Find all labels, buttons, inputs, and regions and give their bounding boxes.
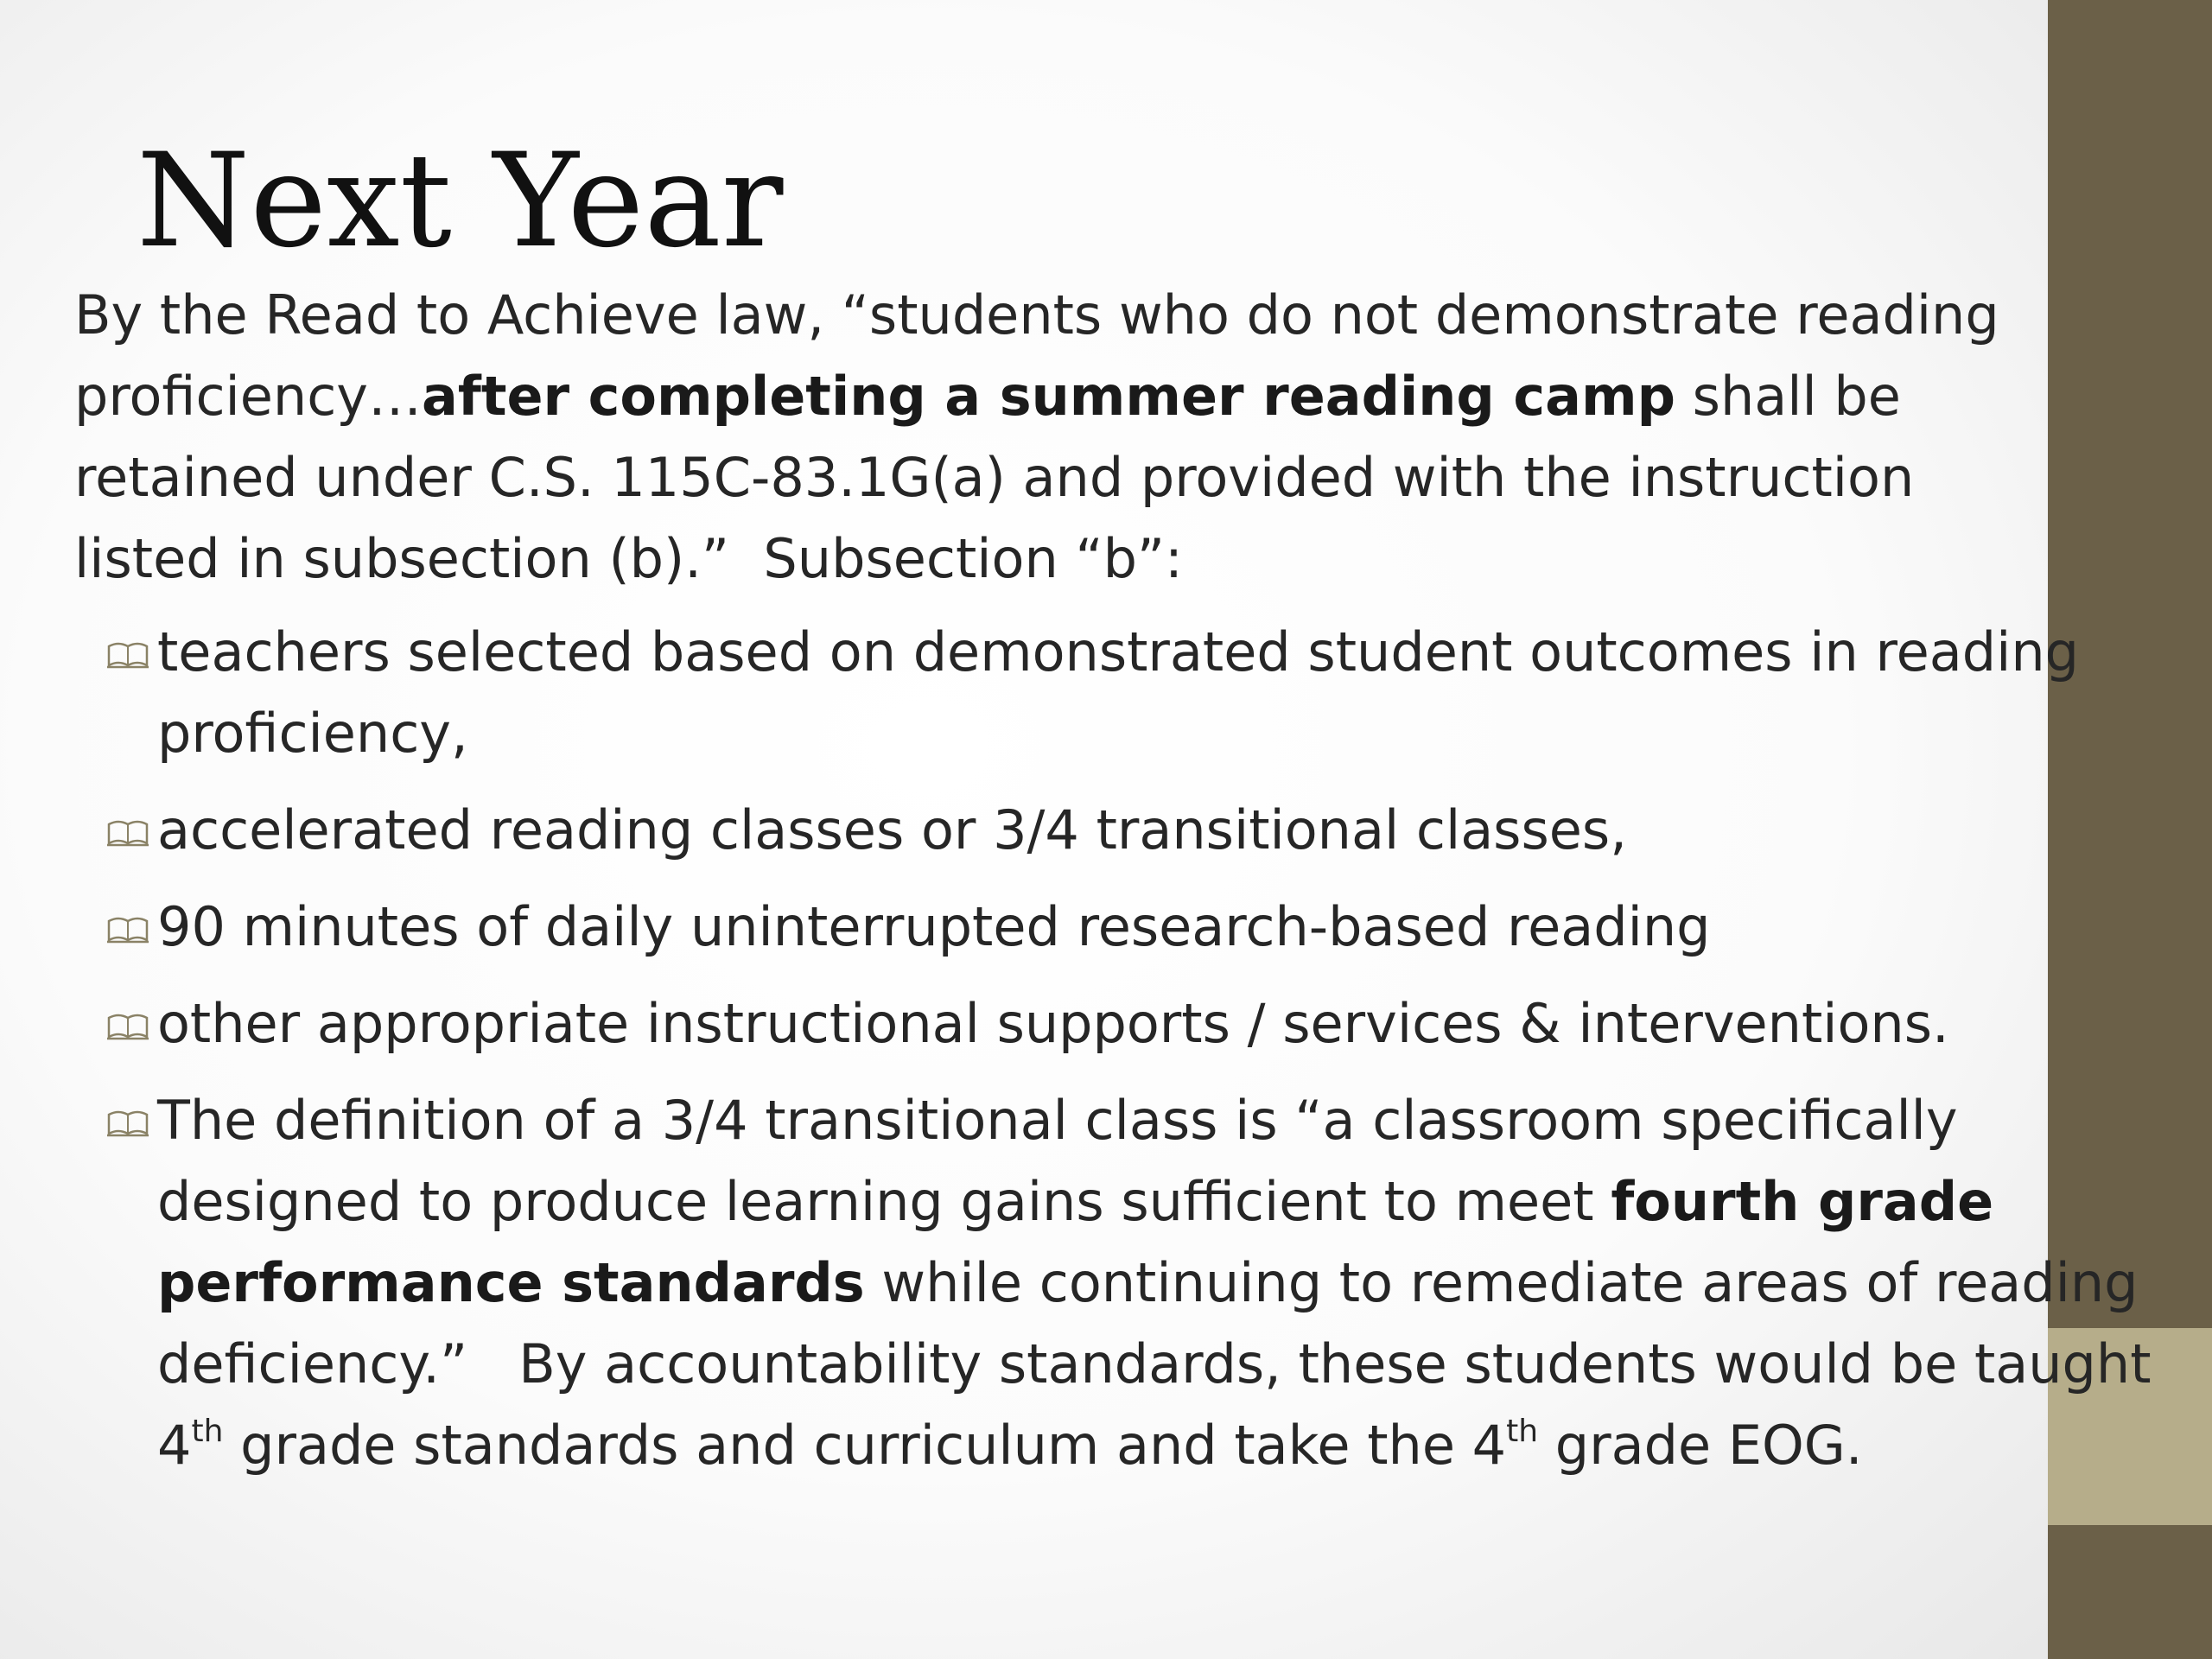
definition-text-2: while continuing to remediate areas of reading deficiency.” By accountability standards, these students would be taught 4	[157, 1251, 2152, 1477]
intro-paragraph	[74, 275, 2062, 600]
slide-title: Next Year	[137, 126, 784, 276]
bullet-item	[74, 887, 2183, 968]
bullet-item	[74, 612, 2183, 774]
bullet-text: other appropriate instructional supports / services & interventions.	[157, 992, 1949, 1055]
open-book-icon	[105, 638, 150, 671]
open-book-icon	[105, 912, 150, 945]
open-book-icon	[105, 1009, 150, 1042]
bullet-item	[74, 790, 2183, 871]
bullet-text: accelerated reading classes or 3/4 transitional classes,	[157, 798, 1627, 861]
definition-text-4: grade EOG.	[1538, 1414, 1863, 1477]
bullet-text: 90 minutes of daily uninterrupted research-based reading	[157, 895, 1711, 958]
bullet-text: teachers selected based on demonstrated student outcomes in reading proficiency,	[157, 620, 2079, 765]
bullet-item-definition	[74, 1080, 2183, 1486]
intro-text-2: shall be retained under C.S. 115C-83.1G(a) and provided with the instruction listed in subsection (b).” Subsection “b”:	[74, 365, 1915, 590]
definition-bold-phrase: fourth grade performance standards	[157, 1170, 1994, 1314]
definition-text	[157, 1089, 2152, 1477]
intro-text-1: By the Read to Achieve law, “students who do not demonstrate reading proficiency…	[74, 283, 1999, 428]
definition-text-3: grade standards and curriculum and take the 4	[223, 1414, 1507, 1477]
definition-text-1: The definition of a 3/4 transitional class is “a classroom specifically designed to produce learning gains sufficient to meet	[157, 1089, 1958, 1233]
ordinal-suffix: th	[1506, 1414, 1539, 1449]
ordinal-suffix: th	[191, 1414, 224, 1449]
bullet-item	[74, 983, 2183, 1065]
bullet-list	[74, 612, 2183, 1486]
slide-body	[74, 275, 2183, 1502]
open-book-icon	[105, 816, 150, 849]
intro-bold-phrase: after completing a summer reading camp	[422, 365, 1675, 428]
open-book-icon	[105, 1106, 150, 1139]
